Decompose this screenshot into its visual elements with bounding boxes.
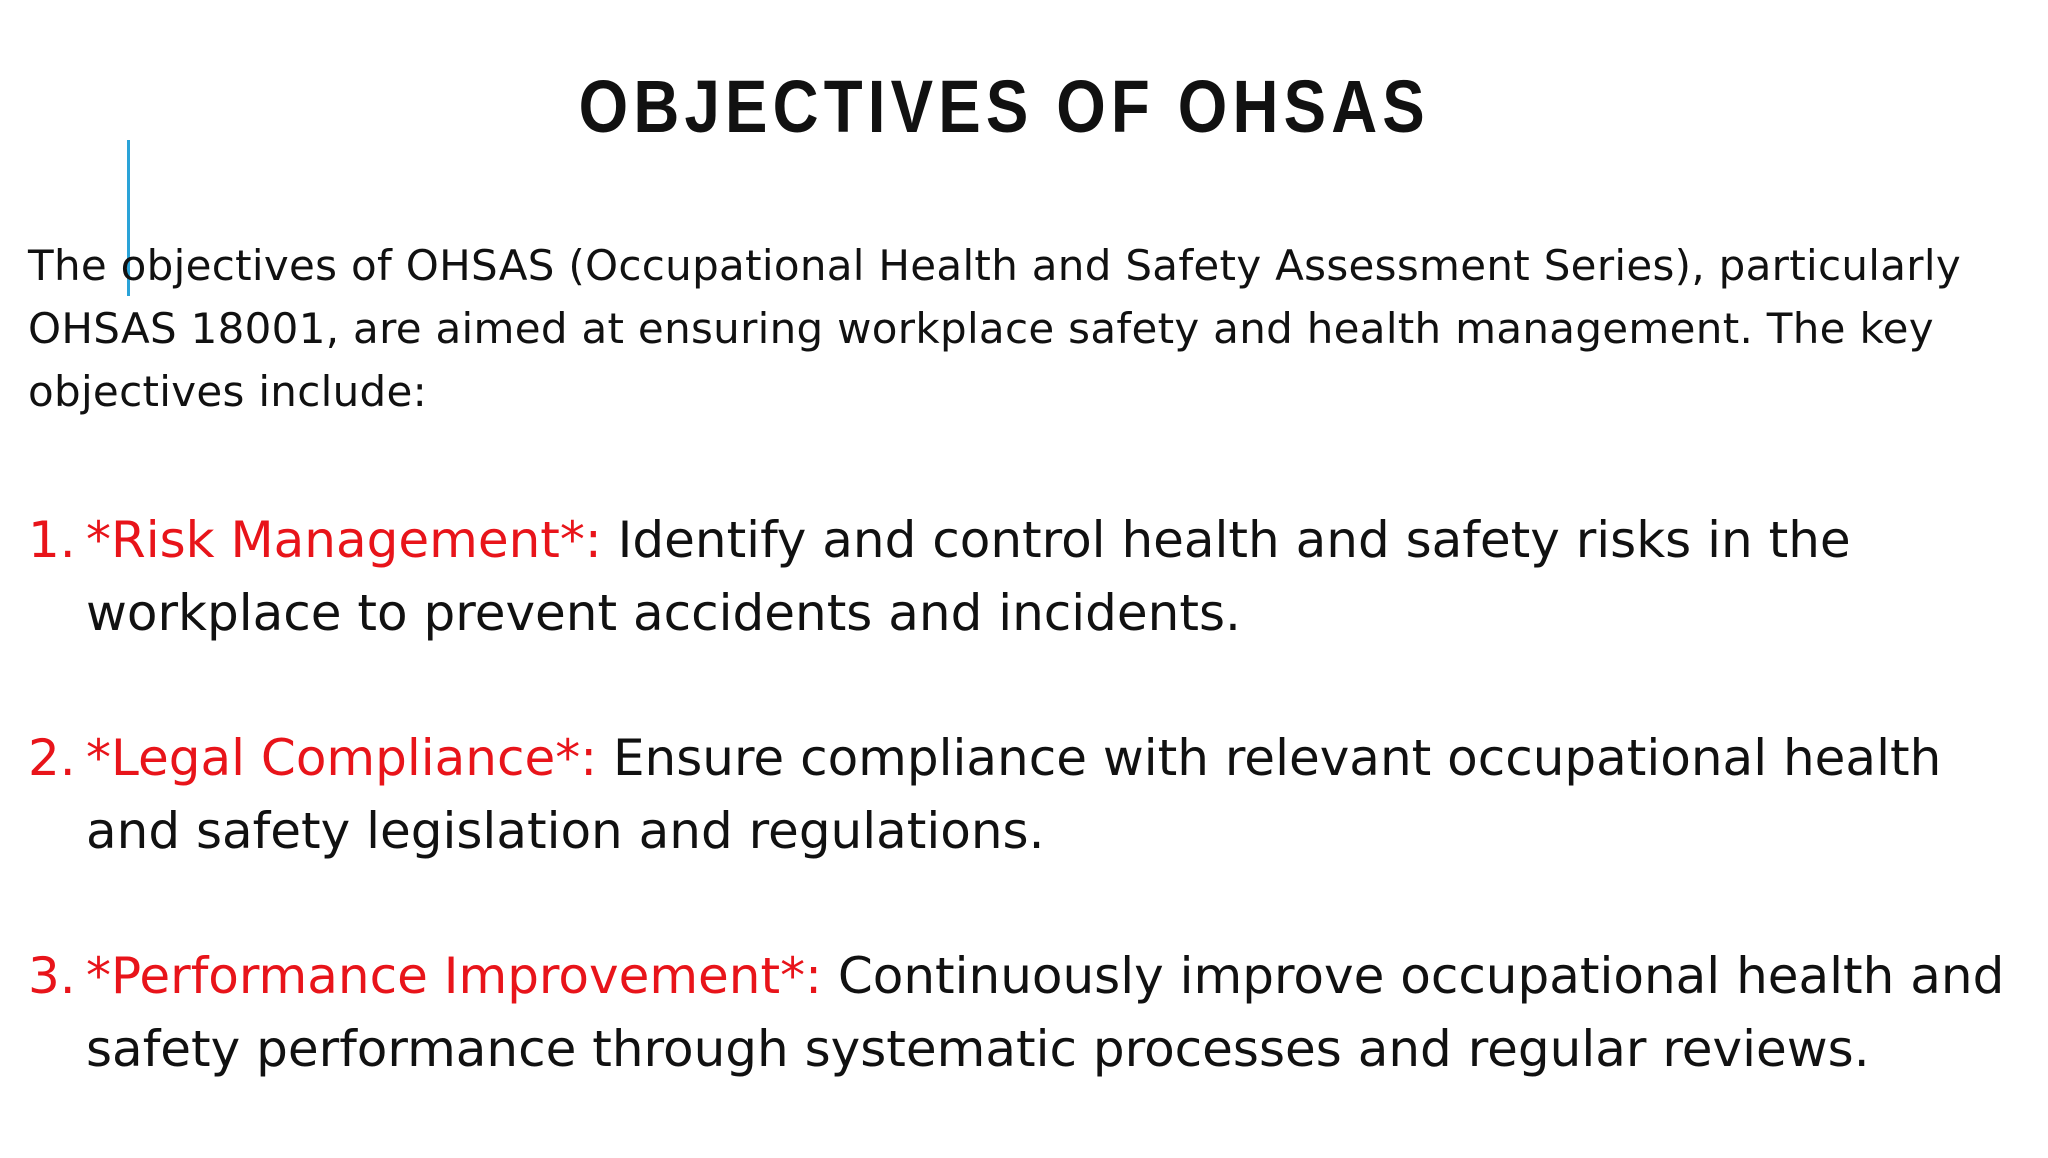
- slide-title: OBJECTIVES OF OHSAS: [578, 65, 1430, 148]
- objectives-list: [28, 504, 2018, 1158]
- objective-term: *Performance Improvement*:: [86, 947, 822, 1005]
- objective-description: Continuously improve occupational health and safety performance through systematic processes and regular reviews.: [86, 947, 2005, 1078]
- objective-description: Identify and control health and safety risks in the workplace to prevent accidents and incidents.: [86, 511, 1851, 642]
- objective-number: 1.: [28, 511, 76, 569]
- objective-item-performance-improvement[interactable]: [28, 940, 2018, 1086]
- objective-description: Ensure compliance with relevant occupational health and safety legislation and regulations.: [86, 729, 1942, 860]
- intro-paragraph[interactable]: The objectives of OHSAS (Occupational Health and Safety Assessment Series), particularly OHSAS 18001, are aimed at ensuring workplace safety and health management. The key objectives include:: [28, 241, 1961, 416]
- objective-item-legal-compliance[interactable]: [28, 722, 2018, 868]
- objective-term: *Risk Management*:: [86, 511, 602, 569]
- objective-number: 2.: [28, 729, 76, 787]
- objective-item-risk-management[interactable]: [28, 504, 2018, 650]
- objective-number: 3.: [28, 947, 76, 1005]
- objective-term: *Legal Compliance*:: [86, 729, 598, 787]
